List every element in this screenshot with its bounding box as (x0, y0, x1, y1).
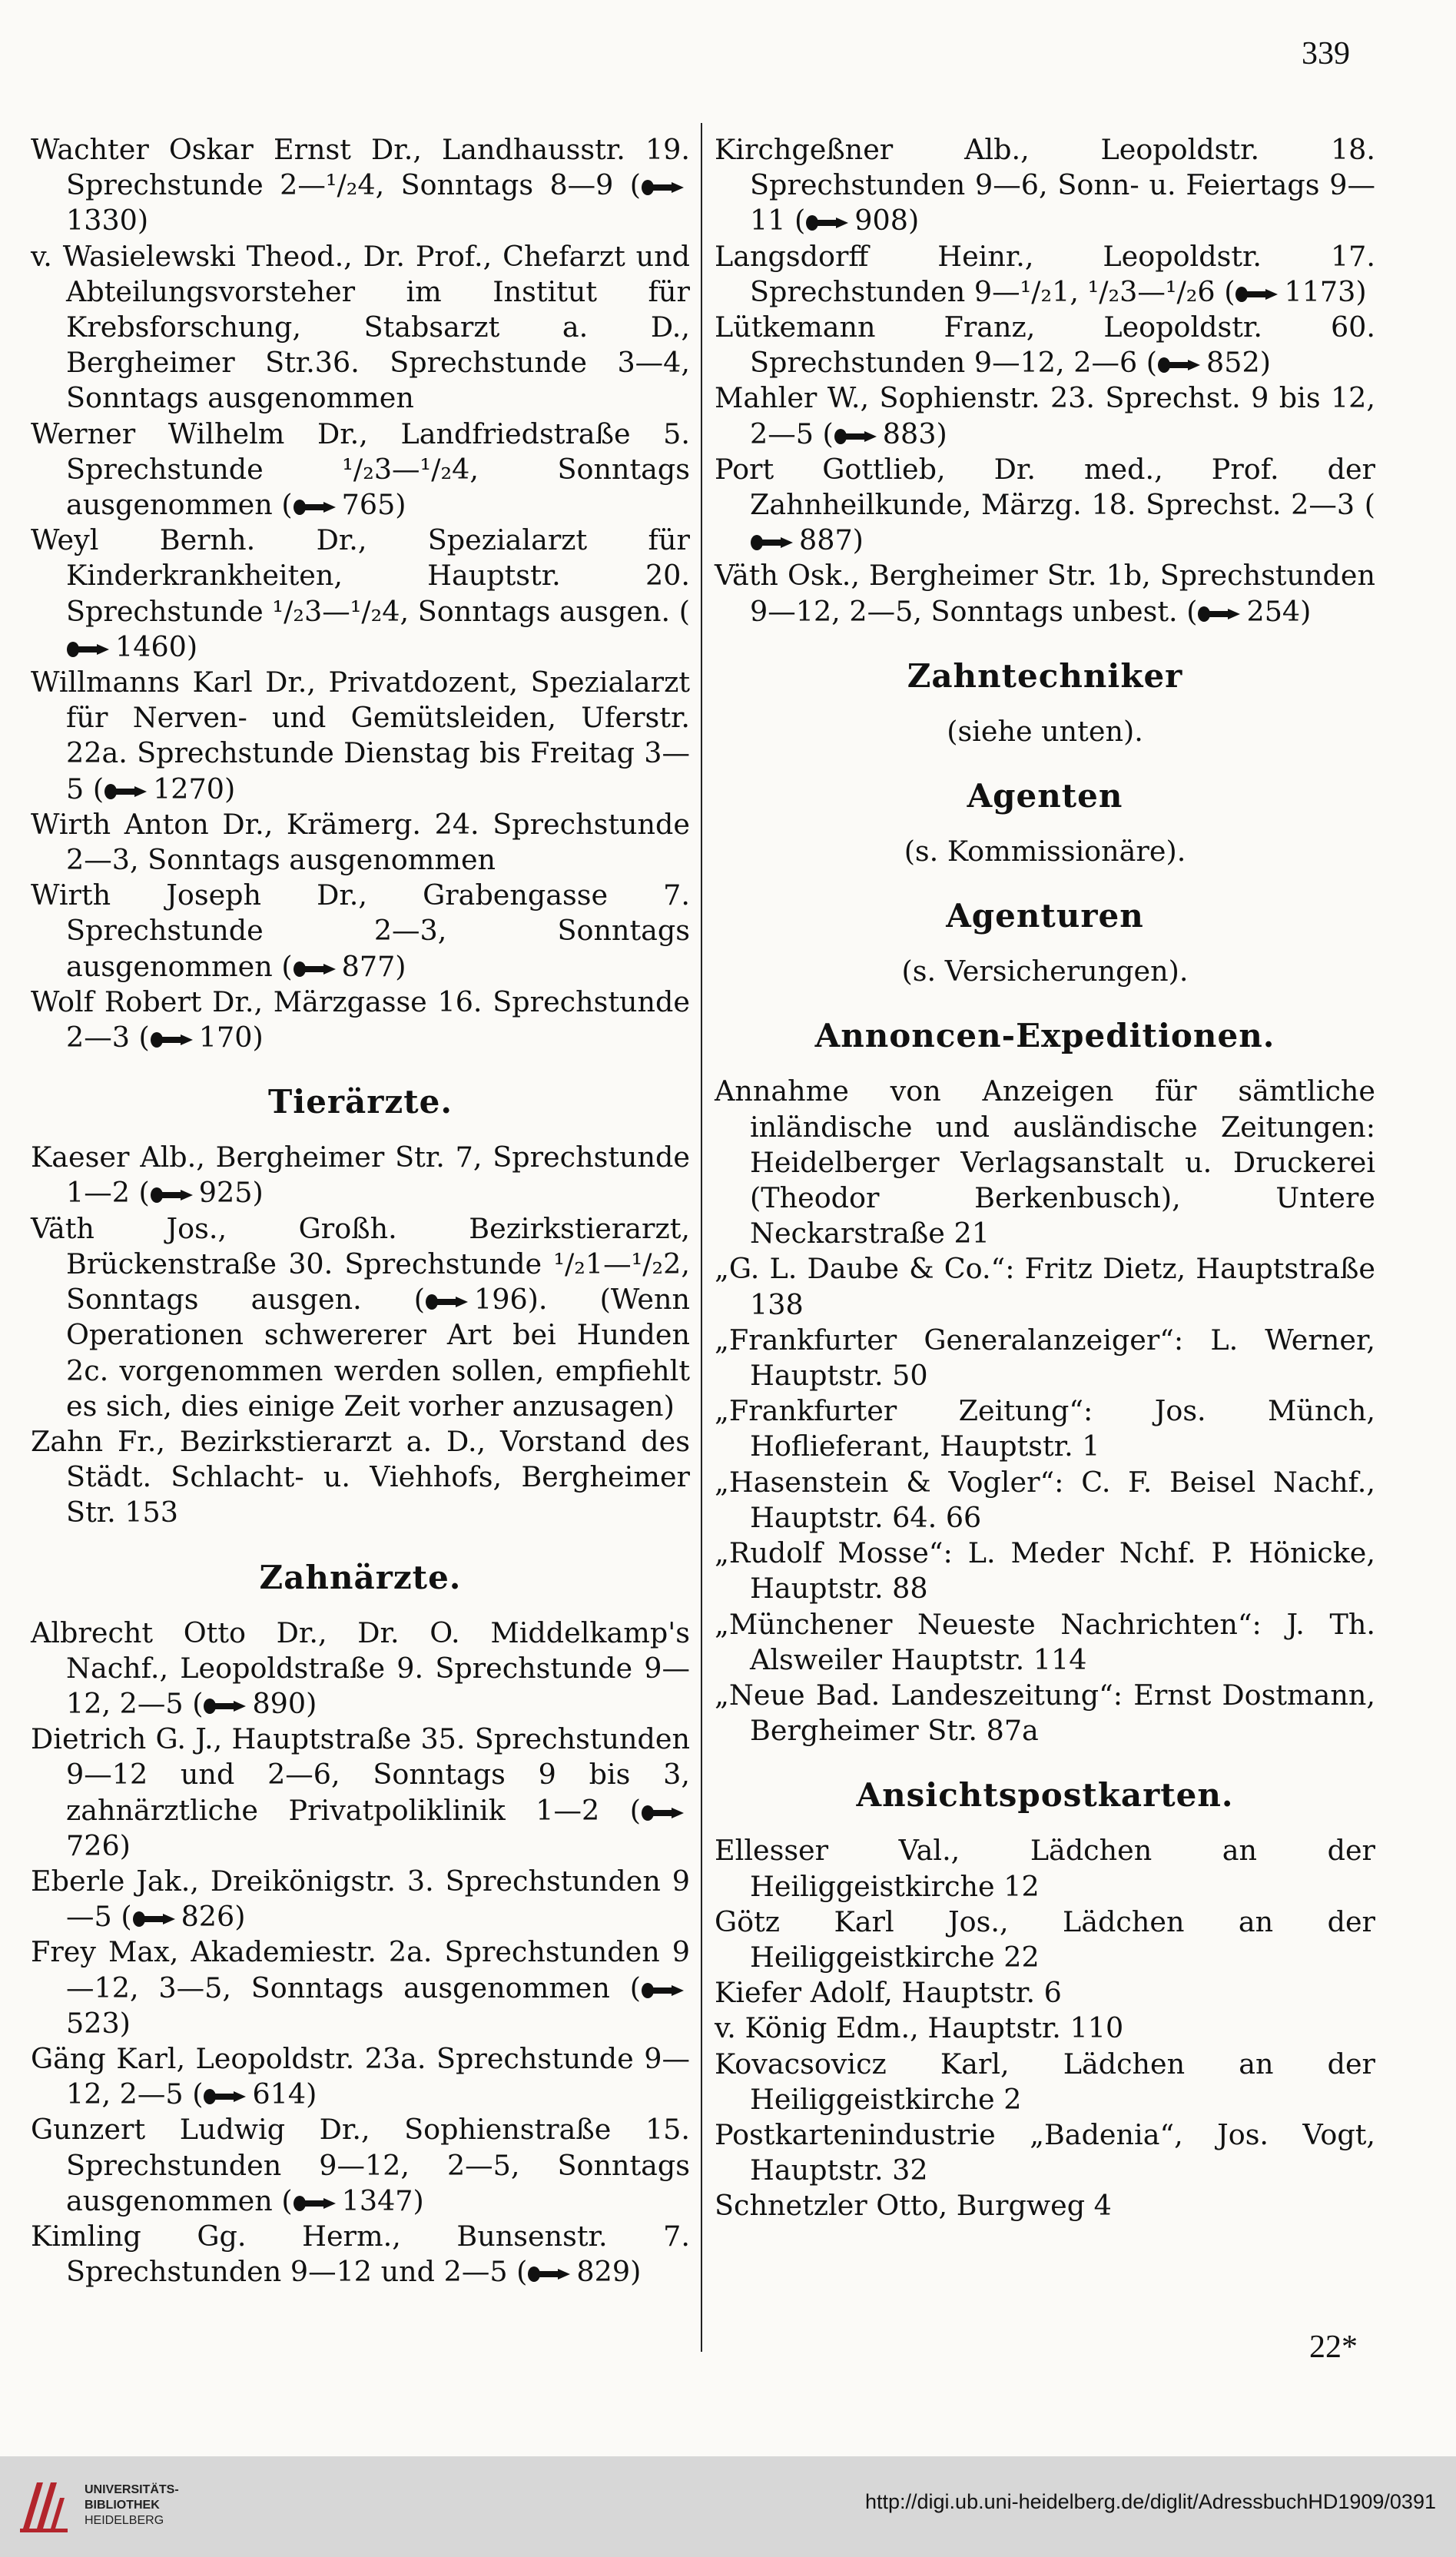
telephone-receiver-icon (66, 641, 111, 658)
phone-number: 826 (181, 1900, 235, 1934)
entry-text: Willmanns Karl Dr., Privatdozent, Spezialarzt für Nerven- und Gemütsleiden, Uferstr. 22a. Sprechstunde Dienstag bis Freitag 3—5 ( (31, 666, 690, 805)
entry-text: Väth Osk., Bergheimer Str. 1b, Sprechstunden 9—12, 2—5, Sonntags unbest. ( (715, 559, 1375, 628)
entry-text: Wolf Robert Dr., Märzgasse 16. Sprechstunde 2—3 ( (31, 985, 690, 1054)
entry-text: Weyl Bernh. Dr., Spezialarzt für Kinderkrankheiten, Hauptstr. 20. Sprechstunde ¹/₂3—¹/₂4, Sonntags ausgen. ( (31, 523, 690, 628)
directory-entry (715, 132, 1375, 239)
entry-text: Wachter Oskar Ernst Dr., Landhausstr. 19. Sprechstunde 2—¹/₂4, Sonntags 8—9 ( (31, 133, 690, 202)
entry-tail: ). (Wenn Operationen schwererer Art bei Hunden 2c. vorgenommen werden sollen, empfiehlt es sich, dies einige Zeit vorher anzusagen) (66, 1283, 690, 1423)
entry-text: Ellesser Val., Lädchen an der Heiliggeistkirche 12 (715, 1834, 1375, 1903)
phone-number: 890 (252, 1686, 307, 1720)
phone-number: 883 (882, 417, 937, 450)
university-seal-icon (17, 2475, 71, 2536)
entry-tail: ) (224, 772, 236, 805)
phone-number: 196 (474, 1283, 528, 1317)
entry-tail: ) (137, 204, 149, 237)
phone-number: 170 (198, 1021, 253, 1054)
entry-text: Frey Max, Akademiestr. 2a. Sprechstunden 9—12, 3—5, Sonntags ausgenommen ( (31, 1935, 690, 2004)
footer-bar (0, 2456, 1456, 2557)
telephone-receiver-icon (1235, 286, 1279, 303)
entry-text: v. König Edm., Hauptstr. 110 (715, 2011, 1124, 2045)
entry-text: Port Gottlieb, Dr. med., Prof. der Zahnheilkunde, Märzg. 18. Sprechst. 2—3 ( (715, 452, 1375, 522)
entry-text: Schnetzler Otto, Burgweg 4 (715, 2189, 1112, 2223)
telephone-receiver-icon (834, 428, 878, 445)
phone-number: 1347 (341, 2183, 413, 2217)
entry-text: Gäng Karl, Leopoldstr. 23a. Sprechstunde 9—12, 2—5 ( (31, 2041, 690, 2111)
right-column (715, 132, 1375, 2224)
cross-reference: (siehe unten). (947, 714, 1143, 748)
library-name (85, 2482, 179, 2529)
entry-text: Langsdorff Heinr., Leopoldstr. 17. Sprechstunden 9—¹/₂1, ¹/₂3—¹/₂6 ( (715, 239, 1375, 308)
source-url-link[interactable]: http://digi.ub.uni-heidelberg.de/diglit/AdressbuchHD1909/0391 (864, 2490, 1436, 2513)
entry-text: Wirth Anton Dr., Krämerg. 24. Sprechstunde 2—3, Sonntags ausgenommen (31, 807, 690, 877)
entry-text: Gunzert Ludwig Dr., Sophienstraße 15. Sprechstunden 9—12, 2—5, Sonntags ausgenommen ( (31, 2113, 690, 2217)
entry-tail: ) (119, 2006, 131, 2040)
entry-text: Kiefer Adolf, Hauptstr. 6 (715, 1976, 1062, 2010)
telephone-receiver-icon (641, 1982, 685, 1999)
entry-text: Albrecht Otto Dr., Dr. O. Middelkamp's Nachf., Leopoldstraße 9. Sprechstunde 9—12, 2—5 ( (31, 1616, 690, 1720)
directory-entry (31, 1864, 690, 1934)
directory-entry (31, 1140, 690, 1210)
phone-number: 614 (252, 2077, 307, 2111)
library-logo[interactable] (17, 2464, 201, 2549)
directory-entry (31, 878, 690, 985)
entry-text: „Neue Bad. Landeszeitung“: Ernst Dostmann, Bergheimer Str. 87a (715, 1678, 1375, 1748)
section-heading: Ansichtspostkarten. (856, 1776, 1234, 1815)
entry-tail: ) (1300, 594, 1312, 628)
left-column (31, 132, 690, 2290)
section-heading: Zahnärzte. (259, 1558, 462, 1596)
directory-entry (715, 1323, 1375, 1393)
directory-entry (715, 558, 1375, 629)
entry-text: Kaeser Alb., Bergheimer Str. 7, Sprechstunde 1—2 ( (31, 1141, 690, 1210)
telephone-receiver-icon (132, 1911, 177, 1928)
entry-text: „Hasenstein & Vogler“: C. F. Beisel Nachf., Hauptstr. 64. 66 (715, 1465, 1375, 1534)
directory-entry (715, 2117, 1375, 2188)
phone-number: 925 (198, 1176, 253, 1210)
directory-entry (715, 1833, 1375, 1904)
phone-number: 1330 (66, 204, 138, 237)
entry-tail: ) (306, 2077, 317, 2111)
entry-tail: ) (234, 1900, 246, 1934)
directory-entry (31, 1934, 690, 2041)
telephone-receiver-icon (203, 2088, 247, 2105)
directory-entry (31, 132, 690, 239)
phone-number: 254 (1246, 594, 1301, 628)
entry-text: Werner Wilhelm Dr., Landfriedstraße 5. Sprechstunde ¹/₂3—¹/₂4, Sonntags ausgenommen ( (31, 417, 690, 522)
entry-text: Postkartenindustrie „Badenia“, Jos. Vogt, Hauptstr. 32 (715, 2117, 1375, 2187)
page-number: 339 (1302, 36, 1350, 71)
sheet-signature: 22* (1309, 2330, 1358, 2365)
entry-tail: ) (119, 1828, 131, 1862)
telephone-receiver-icon (203, 1698, 247, 1715)
directory-entry (31, 2112, 690, 2219)
phone-number: 908 (854, 204, 908, 237)
entry-text: „Münchener Neueste Nachrichten“: J. Th. Alsweiler Hauptstr. 114 (715, 1607, 1375, 1676)
entry-text: Mahler W., Sophienstr. 23. Sprechst. 9 bis 12, 2—5 ( (715, 381, 1375, 450)
entry-tail: ) (936, 417, 947, 450)
entry-tail: ) (395, 488, 406, 522)
phone-number: 726 (66, 1828, 120, 1862)
entry-tail: ) (413, 2183, 424, 2217)
directory-entry (715, 1678, 1375, 1748)
logo-line-2: BIBLIOTHEK (85, 2499, 160, 2512)
entry-text: Väth Jos., Großh. Bezirkstierarzt, Brückenstraße 30. Sprechstunde ¹/₂1—¹/₂2, Sonntags ausgen. ( (31, 1211, 690, 1317)
directory-entry (715, 1251, 1375, 1322)
telephone-receiver-icon (1157, 357, 1202, 374)
entry-text: „G. L. Daube & Co.“: Fritz Dietz, Hauptstraße 138 (715, 1252, 1375, 1321)
directory-entry (31, 2219, 690, 2290)
section-heading: Agenten (967, 777, 1123, 815)
directory-entry (31, 1616, 690, 1722)
cross-reference: (s. Versicherungen). (901, 955, 1189, 988)
logo-line-3: HEIDELBERG (85, 2514, 164, 2527)
column-divider (701, 123, 702, 2352)
directory-entry (715, 2188, 1375, 2223)
entry-tail: ) (630, 2255, 642, 2289)
directory-entry (715, 310, 1375, 380)
directory-entry (715, 452, 1375, 559)
entry-text: Zahn Fr., Bezirkstierarzt a. D., Vorstand des Städt. Schlacht- u. Viehhofs, Bergheimer Str. 153 (31, 1424, 690, 1529)
telephone-receiver-icon (293, 499, 337, 516)
phone-number: 765 (341, 488, 396, 522)
directory-entry (31, 665, 690, 807)
directory-entry (715, 1465, 1375, 1536)
directory-entry (31, 2041, 690, 2112)
directory-entry (31, 239, 690, 417)
entry-tail: ) (1259, 346, 1271, 380)
directory-entry (715, 1393, 1375, 1464)
entry-tail: ) (1355, 274, 1367, 308)
entry-text: Kimling Gg. Herm., Bunsenstr. 7. Sprechstunden 9—12 und 2—5 ( (31, 2219, 690, 2289)
directory-entry (715, 2011, 1375, 2046)
telephone-receiver-icon (150, 1031, 194, 1048)
telephone-receiver-icon (1197, 606, 1242, 623)
section-heading: Annoncen-Expeditionen. (814, 1017, 1275, 1055)
entry-text: „Frankfurter Zeitung“: Jos. Münch, Hoflieferant, Hauptstr. 1 (715, 1394, 1375, 1463)
phone-number: 523 (66, 2006, 120, 2040)
entry-tail: ) (306, 1686, 317, 1720)
telephone-receiver-icon (293, 961, 337, 978)
entry-text: Lütkemann Franz, Leopoldstr. 60. Sprechstunden 9—12, 2—6 ( (715, 310, 1375, 380)
directory-entry (715, 2047, 1375, 2117)
entry-text: „Frankfurter Generalanzeiger“: L. Werner, Hauptstr. 50 (715, 1323, 1375, 1393)
entry-tail: ) (852, 523, 864, 557)
entry-text: v. Wasielewski Theod., Dr. Prof., Chefarzt und Abteilungsvorsteher im Institut für Krebsforschung, Stabsarzt a. D., Bergheimer Str.36. Sprechstunde 3—4, Sonntags ausgenommen (31, 239, 690, 415)
entry-text: Dietrich G. J., Hauptstraße 35. Sprechstunden 9—12 und 2—6, Sonntags 9 bis 3, zahnärztliche Privatpoliklinik 1—2 ( (31, 1722, 690, 1827)
section-heading: Zahntechniker (907, 656, 1183, 695)
directory-entry (31, 417, 690, 523)
phone-number: 1270 (153, 772, 224, 805)
telephone-receiver-icon (425, 1293, 469, 1310)
entry-tail: ) (252, 1176, 264, 1210)
phone-number: 877 (341, 949, 396, 983)
entry-tail: ) (186, 629, 198, 663)
phone-number: 1173 (1284, 274, 1356, 308)
phone-number: 1460 (115, 629, 187, 663)
entry-text: Annahme von Anzeigen für sämtliche inländische und ausländische Zeitungen: Heidelberger Verlagsanstalt u. Druckerei (Theodor Berkenbusch), Untere Neckarstraße 21 (715, 1074, 1375, 1250)
entry-text: Götz Karl Jos., Lädchen an der Heiliggeistkirche 22 (715, 1904, 1375, 1974)
entry-tail: ) (252, 1021, 264, 1054)
directory-entry (715, 239, 1375, 310)
directory-entry (715, 1074, 1375, 1251)
directory-entry (715, 1607, 1375, 1678)
directory-entry (31, 807, 690, 878)
directory-entry (715, 1904, 1375, 1975)
entry-text: Kirchgeßner Alb., Leopoldstr. 18. Sprechstunden 9—6, Sonn- u. Feiertags 9—11 ( (715, 133, 1375, 237)
telephone-receiver-icon (805, 214, 850, 231)
telephone-receiver-icon (527, 2266, 572, 2283)
directory-entry (715, 380, 1375, 451)
directory-entry (31, 523, 690, 665)
entry-text: Kovacsovicz Karl, Lädchen an der Heiliggeistkirche 2 (715, 2047, 1375, 2116)
directory-entry (715, 1536, 1375, 1606)
telephone-receiver-icon (750, 534, 794, 551)
telephone-receiver-icon (293, 2195, 337, 2212)
telephone-receiver-icon (641, 1805, 685, 1821)
section-heading: Agenturen (946, 897, 1144, 935)
directory-entry (31, 985, 690, 1055)
entry-tail: ) (395, 949, 406, 983)
phone-number: 829 (576, 2255, 631, 2289)
section-heading: Tierärzte. (268, 1083, 453, 1121)
telephone-receiver-icon (641, 179, 685, 196)
phone-number: 887 (799, 523, 853, 557)
directory-entry (31, 1722, 690, 1864)
cross-reference: (s. Kommissionäre). (904, 835, 1186, 868)
entry-text: Wirth Joseph Dr., Grabengasse 7. Sprechstunde 2—3, Sonntags ausgenommen ( (31, 878, 690, 983)
telephone-receiver-icon (104, 783, 148, 800)
telephone-receiver-icon (150, 1187, 194, 1204)
entry-text: Eberle Jak., Dreikönigstr. 3. Sprechstunden 9—5 ( (31, 1864, 690, 1934)
entry-tail: ) (907, 204, 920, 237)
directory-entry (31, 1211, 690, 1424)
logo-line-1: UNIVERSITÄTS- (85, 2483, 179, 2496)
phone-number: 852 (1206, 346, 1260, 380)
entry-text: „Rudolf Mosse“: L. Meder Nchf. P. Hönicke, Hauptstr. 88 (715, 1536, 1375, 1606)
directory-entry (715, 1975, 1375, 2011)
directory-entry (31, 1424, 690, 1531)
